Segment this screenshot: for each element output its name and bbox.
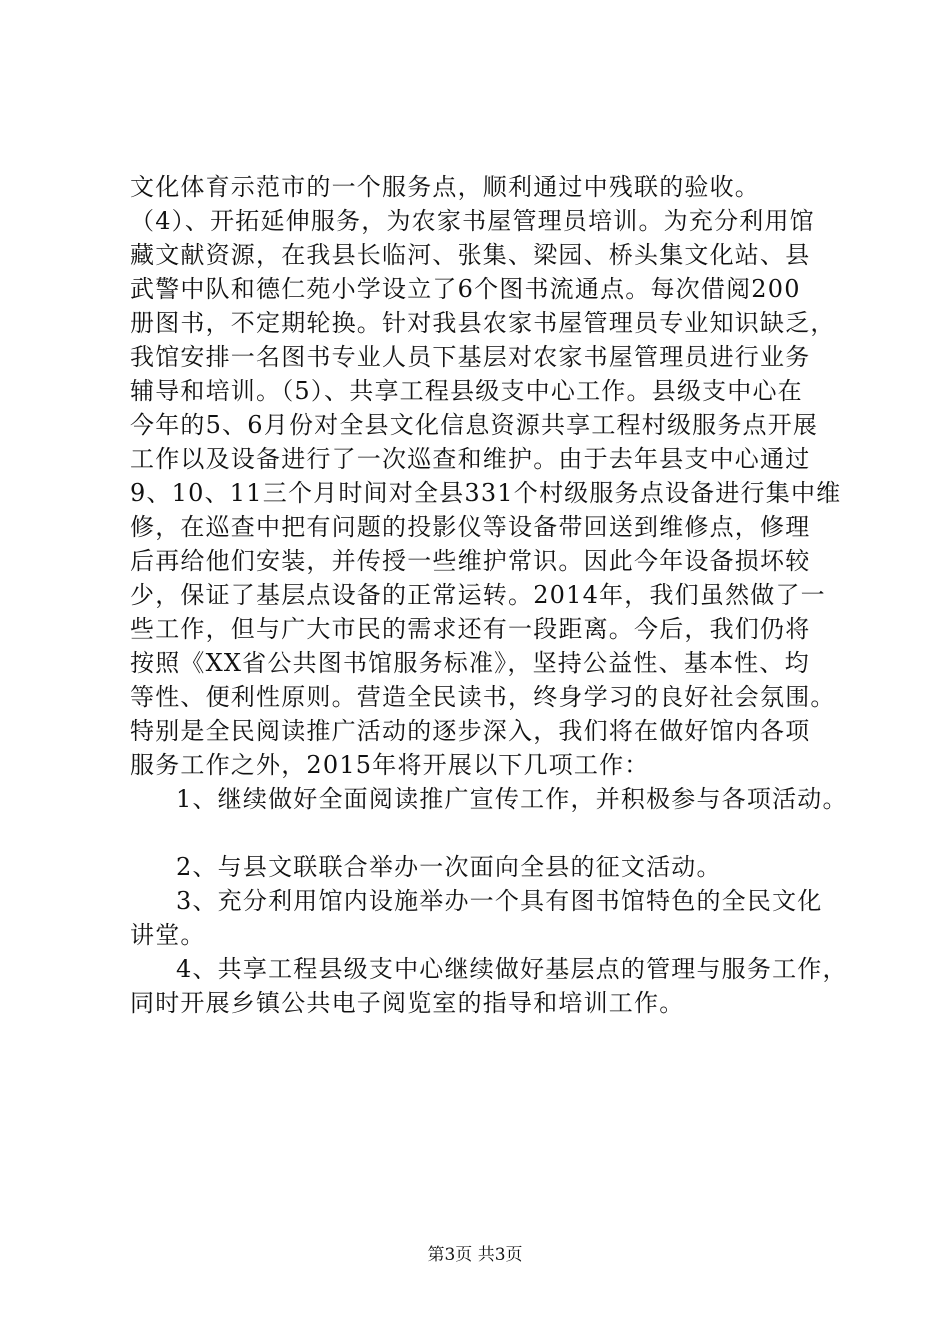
body-line: 藏文献资源，在我县长临河、张集、梁园、桥头集文化站、县	[130, 241, 811, 269]
body-line: 特别是全民阅读推广活动的逐步深入，我们将在做好馆内各项	[130, 717, 811, 745]
body-line: 文化体育示范市的一个服务点，顺利通过中残联的验收。	[130, 173, 760, 201]
body-line: 今年的5、6月份对全县文化信息资源共享工程村级服务点开展	[130, 411, 819, 439]
list-item: 1、继续做好全面阅读推广宣传工作，并积极参与各项活动。	[176, 785, 848, 813]
body-line: 按照《XX省公共图书馆服务标准》，坚持公益性、基本性、均	[130, 649, 810, 677]
body-line: 我馆安排一名图书专业人员下基层对农家书屋管理员进行业务	[130, 343, 811, 371]
body-line: 服务工作之外，2015年将开展以下几项工作：	[130, 751, 650, 779]
list-item: 2、与县文联联合举办一次面向全县的征文活动。	[176, 853, 722, 881]
body-line: 修，在巡查中把有问题的投影仪等设备带回送到维修点，修理	[130, 513, 811, 541]
body-line: 些工作，但与广大市民的需求还有一段距离。今后，我们仍将	[130, 615, 811, 643]
list-item-continuation: 讲堂。	[130, 921, 206, 949]
list-item: 4、共享工程县级支中心继续做好基层点的管理与服务工作，	[176, 955, 848, 983]
page-number-footer: 第3页 共3页	[427, 1245, 523, 1265]
body-line: 辅导和培训。（5）、共享工程县级支中心工作。县级支中心在	[130, 377, 803, 405]
body-line: 后再给他们安装，并传授一些维护常识。因此今年设备损坏较	[130, 547, 811, 575]
body-line: 等性、便利性原则。营造全民读书，终身学习的良好社会氛围。	[130, 683, 836, 711]
body-line: 9、10、11三个月时间对全县331个村级服务点设备进行集中维	[130, 479, 842, 507]
body-line: 武警中队和德仁苑小学设立了6个图书流通点。每次借阅200	[130, 275, 801, 303]
body-line: 少，保证了基层点设备的正常运转。2014年，我们虽然做了一	[130, 581, 826, 609]
body-line: （4）、开拓延伸服务，为农家书屋管理员培训。为充分利用馆	[130, 207, 815, 235]
list-item-continuation: 同时开展乡镇公共电子阅览室的指导和培训工作。	[130, 989, 685, 1017]
body-line: 工作以及设备进行了一次巡查和维护。由于去年县支中心通过	[130, 445, 811, 473]
list-item: 3、充分利用馆内设施举办一个具有图书馆特色的全民文化	[176, 887, 823, 915]
body-line: 册图书，不定期轮换。针对我县农家书屋管理员专业知识缺乏，	[130, 309, 836, 337]
